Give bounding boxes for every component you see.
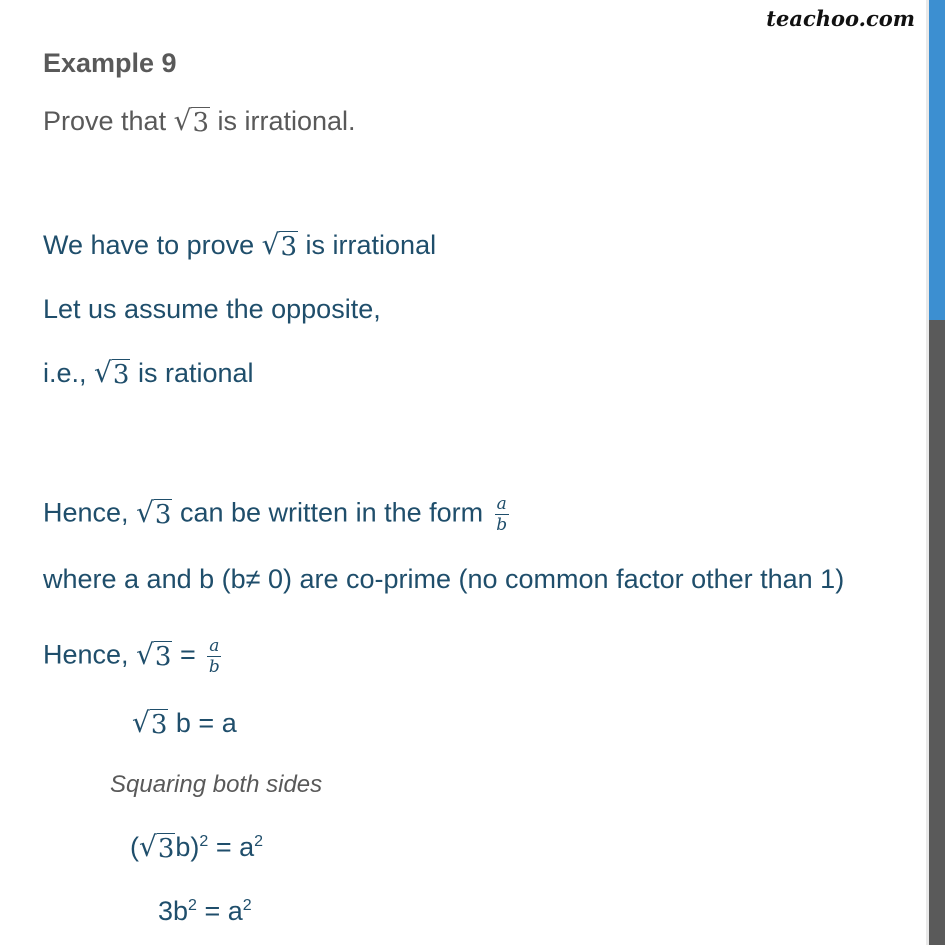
sqrt-3: √ 3 (136, 495, 172, 530)
sqrt-3: √ 3 (139, 830, 175, 864)
equation-sqrt3b-a: √ 3 b = a (132, 706, 237, 740)
fraction-a-over-b: $\frac{a}{b}$ (496, 494, 508, 535)
squaring-note: Squaring both sides (110, 771, 323, 798)
prove-line: We have to prove √ 3 is irrational (43, 228, 437, 262)
sqrt-3: √ 3 (94, 356, 130, 390)
assume-line: Let us assume the opposite, (43, 294, 381, 324)
fraction-a-over-b: $\frac{a}{b}$ (208, 636, 220, 677)
coprime-line: where a and b (b≠ 0) are co-prime (no common factor other than 1) (43, 564, 845, 594)
equation-3b2-a2: $3b^2 = a^2$ (158, 896, 252, 926)
equation-squared: ( √ 3 $b)^2 = a^2$ (130, 830, 264, 864)
sqrt-3: √ 3 (132, 706, 168, 740)
example-heading: Example 9 (43, 48, 177, 78)
sqrt-3: √ 3 (261, 228, 298, 262)
hence-form-line: Hence, √ 3 can be written in the form $\frac{a}{b}$ (43, 494, 508, 535)
sqrt-3: √ 3 (136, 637, 172, 672)
hence-equation-line: Hence, √ 3 = $\frac{a}{b}$ (43, 636, 220, 677)
ie-line: i.e., √ 3 is rational (43, 356, 254, 390)
question-line: Prove that √ 3 is irrational. (43, 104, 356, 138)
scrollbar-thumb[interactable] (929, 0, 945, 320)
teachoo-logo[interactable]: teachoo.com (766, 6, 915, 31)
sqrt-3: √ 3 (173, 104, 209, 138)
